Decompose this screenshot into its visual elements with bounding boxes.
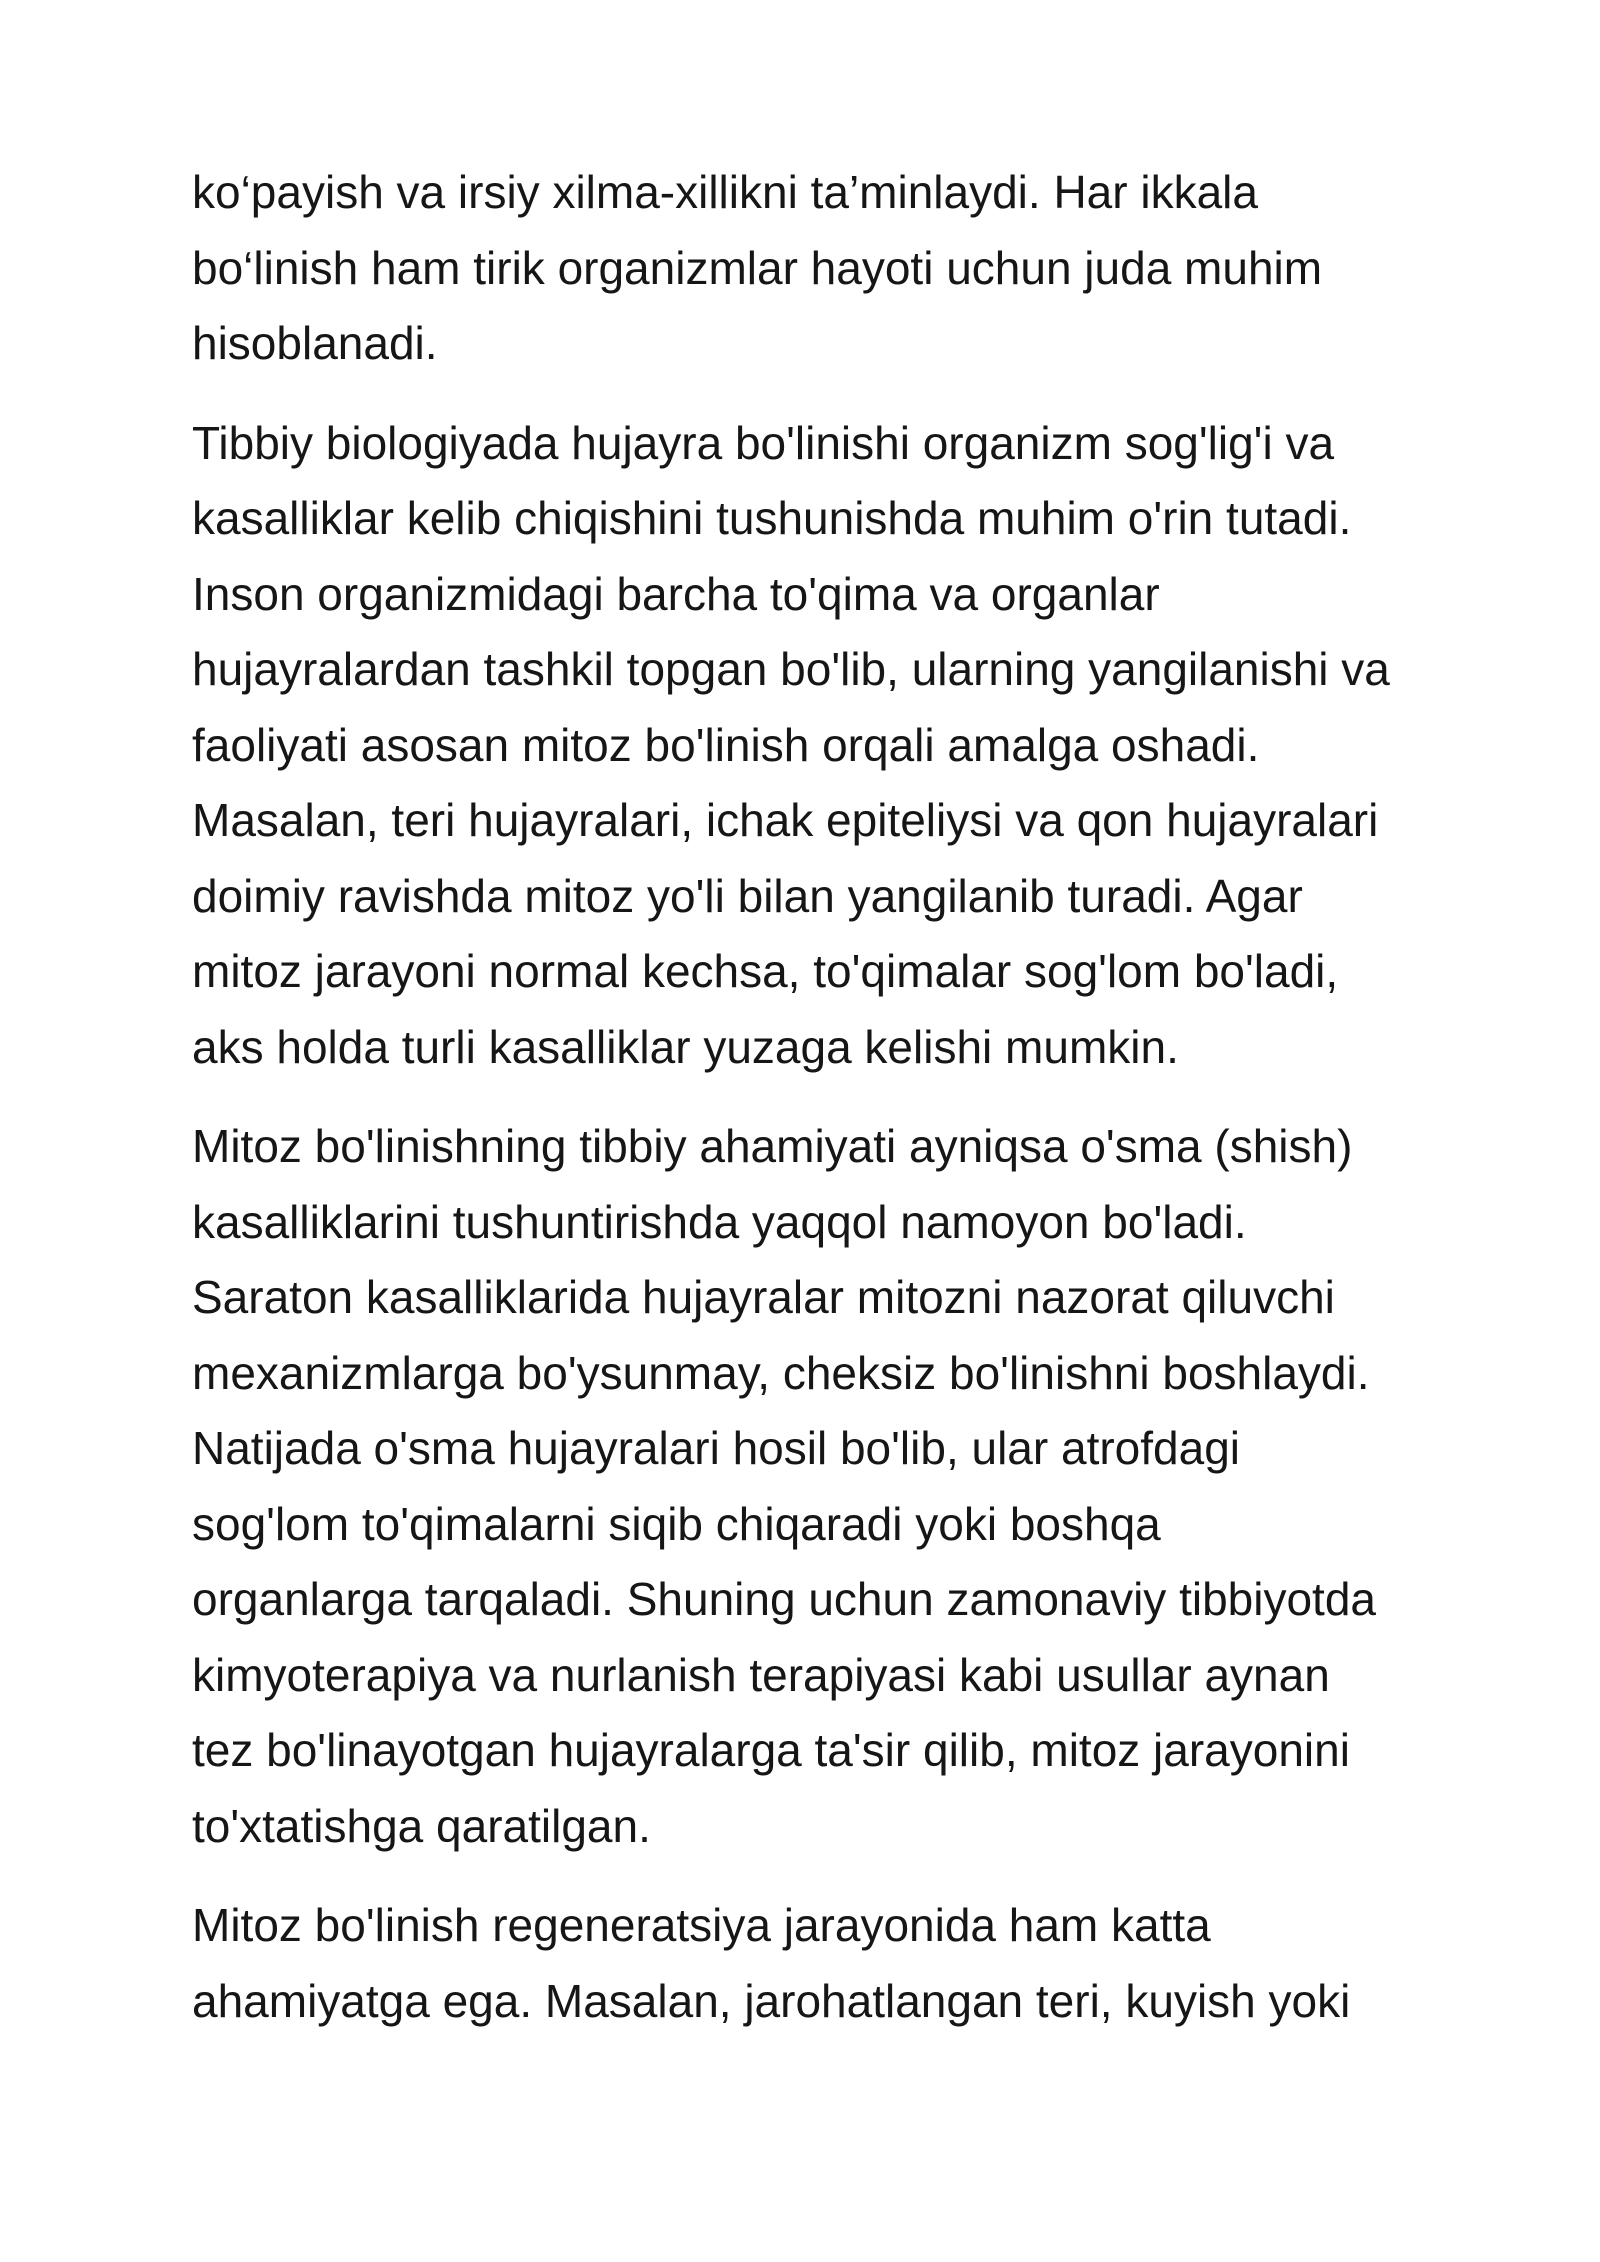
text-line: hisoblanadi. xyxy=(192,317,438,369)
paragraph-2 xyxy=(192,406,1522,1086)
text-line: doimiy ravishda mitoz yo'li bilan yangilanib turadi. Agar xyxy=(192,869,1303,922)
text-line: kasalliklarini tushuntirishda yaqqol namoyon bo'ladi. xyxy=(192,1195,1247,1248)
text-line: Mitoz bo'linish regeneratsiya jarayonida ham katta xyxy=(192,1899,1211,1951)
text-line: ko‘payish va irsiy xilma-xillikni ta’minlaydi. Har ikkala xyxy=(192,166,1258,218)
text-line: sog'lom to'qimalarni siqib chiqaradi yoki boshqa xyxy=(192,1497,1161,1550)
text-line: hujayralardan tashkil topgan bo'lib, ularning yangilanishi va xyxy=(192,643,1390,695)
paragraph-3 xyxy=(192,1109,1522,1864)
text-line: mitoz jarayoni normal kechsa, to'qimalar sog'lom bo'ladi, xyxy=(192,945,1339,997)
text-line: ahamiyatga ega. Masalan, jarohatlangan teri, kuyish yoki xyxy=(192,1974,1351,2027)
text-line: Mitoz bo'linishning tibbiy ahamiyati ayniqsa o'sma (shish) xyxy=(192,1120,1353,1172)
text-line: Tibbiy biologiyada hujayra bo'linishi organizm sog'lig'i va xyxy=(192,416,1335,469)
document-body xyxy=(192,155,1522,2063)
text-line: mexanizmlarga bo'ysunmay, cheksiz bo'linishni boshlaydi. xyxy=(192,1346,1370,1399)
text-line: to'xtatishga qaratilgan. xyxy=(192,1799,651,1852)
text-line: tez bo'linayotgan hujayralarga ta'sir qilib, mitoz jarayonini xyxy=(192,1724,1350,1776)
text-line: Natijada o'sma hujayralari hosil bo'lib, ular atrofdagi xyxy=(192,1422,1241,1474)
text-line: Saraton kasalliklarida hujayralar mitozni nazorat qiluvchi xyxy=(192,1271,1335,1323)
paragraph-1 xyxy=(192,155,1522,382)
text-line: Masalan, teri hujayralari, ichak epiteliysi va qon hujayralari xyxy=(192,794,1379,846)
text-line: Inson organizmidagi barcha to'qima va organlar xyxy=(192,567,1160,620)
text-line: bo‘linish ham tirik organizmlar hayoti uchun juda muhim xyxy=(192,241,1323,294)
text-line: organlarga tarqaladi. Shuning uchun zamonaviy tibbiyotda xyxy=(192,1573,1377,1625)
text-line: kasalliklar kelib chiqishini tushunishda muhim o'rin tutadi. xyxy=(192,492,1352,544)
text-line: aks holda turli kasalliklar yuzaga kelishi mumkin. xyxy=(192,1020,1179,1073)
text-line: kimyoterapiya va nurlanish terapiyasi kabi usullar aynan xyxy=(192,1648,1330,1701)
paragraph-4 xyxy=(192,1888,1522,2039)
text-line: faoliyati asosan mitoz bo'linish orqali amalga oshadi. xyxy=(192,718,1260,771)
